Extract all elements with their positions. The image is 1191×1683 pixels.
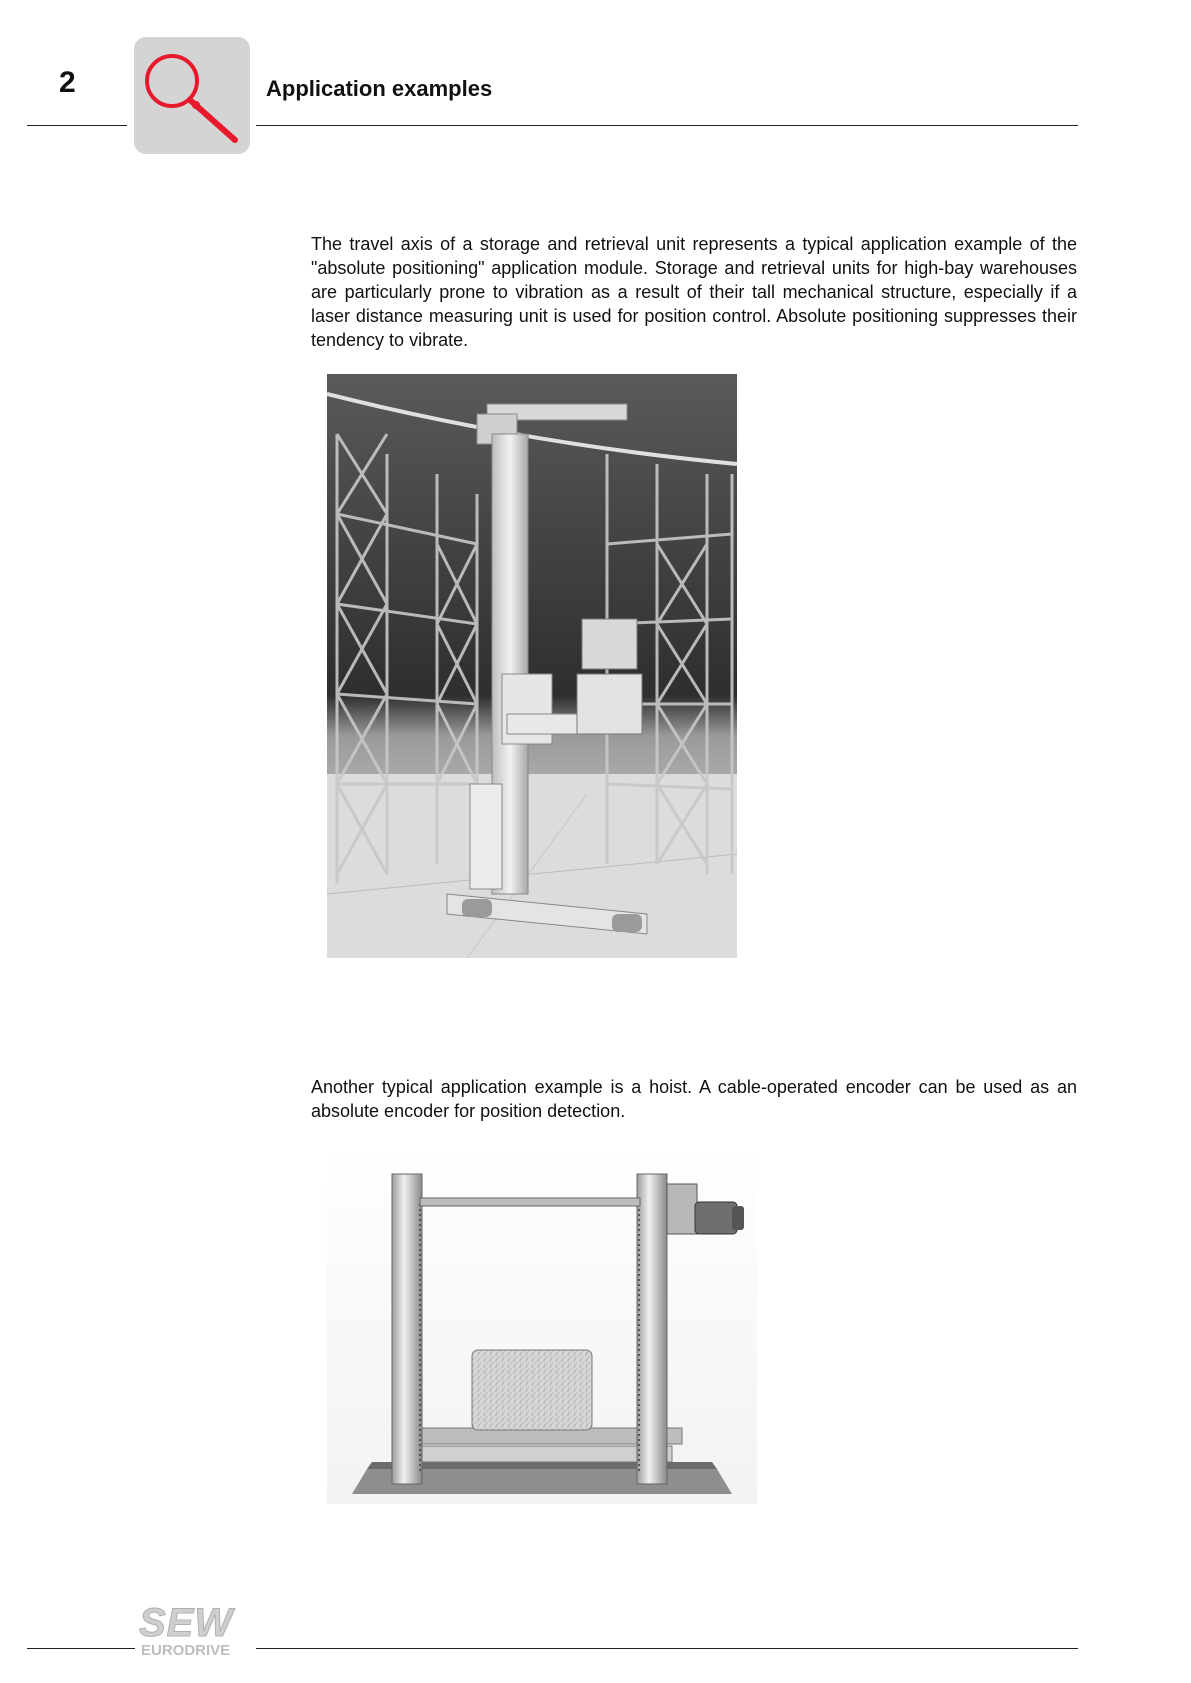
sew-eurodrive-logo	[137, 1600, 255, 1663]
hoist-illustration	[327, 1144, 757, 1504]
chapter-number: 2	[59, 66, 76, 99]
paragraph-hoist: Another typical application example is a hoist. A cable-operated encoder can be used as an absolute encoder for position detection.	[311, 1077, 1077, 1121]
header-rule-left	[27, 125, 127, 126]
storage-retrieval-unit-figure	[327, 374, 737, 958]
chapter-icon-box	[134, 37, 250, 154]
footer-rule-left	[27, 1648, 135, 1649]
hoist-figure	[327, 1144, 757, 1504]
svg-text:EURODRIVE: EURODRIVE	[141, 1642, 231, 1658]
svg-text:SEW: SEW	[139, 1601, 234, 1645]
magnifier-icon	[134, 37, 250, 154]
page-title: Application examples	[266, 76, 493, 101]
footer-rule-right	[256, 1648, 1078, 1649]
storage-retrieval-unit-illustration	[327, 374, 737, 958]
header-rule-right	[256, 125, 1078, 126]
paragraph-storage-retrieval: The travel axis of a storage and retrieval unit represents a typical application example of the "absolute positioning" application module. Storage and retrieval units for high-bay warehouses are particularly prone to vibration as a result of their tall mechanical structure, especially if a laser distance measuring unit is used for position control. Absolute positioning suppresses their tendency to vibrate.	[311, 234, 1077, 350]
